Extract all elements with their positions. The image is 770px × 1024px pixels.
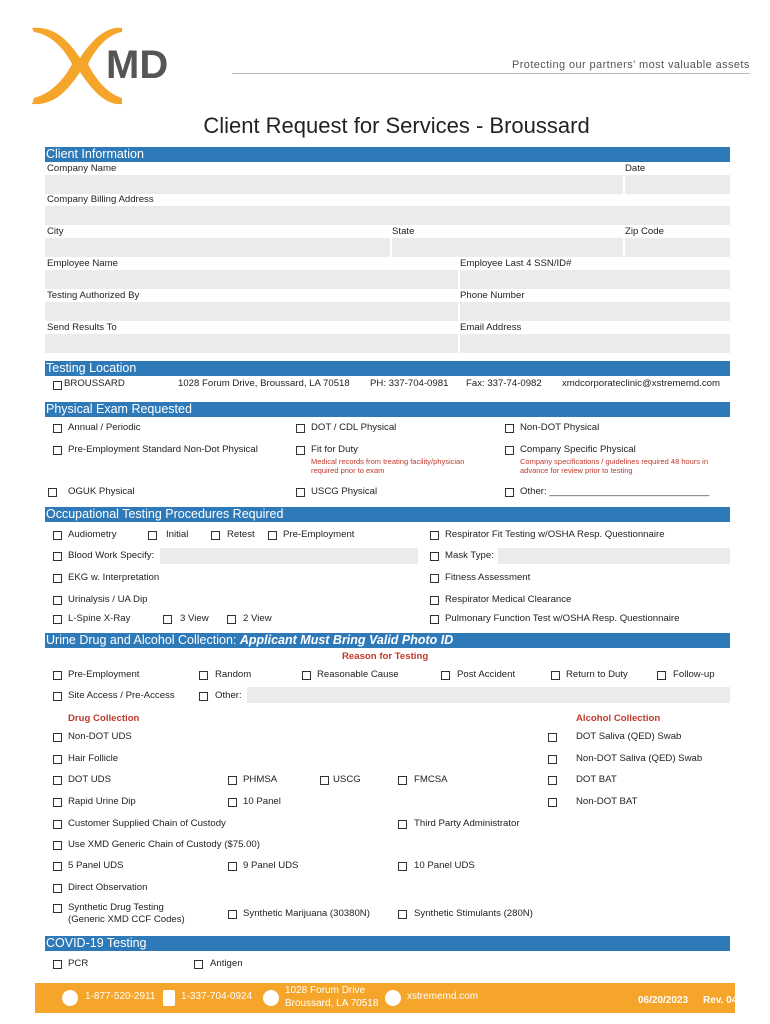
uscg-physical-checkbox[interactable]	[296, 488, 305, 497]
10-panel-label: 10 Panel	[243, 796, 281, 807]
state-field[interactable]	[392, 238, 623, 257]
respirator-clearance-label: Respirator Medical Clearance	[445, 594, 572, 605]
respirator-fit-label: Respirator Fit Testing w/OSHA Resp. Questionnaire	[445, 529, 665, 540]
section-client-information: Client Information	[45, 147, 730, 162]
non-dot-bat-label: Non-DOT BAT	[576, 796, 638, 807]
company-name-label: Company Name	[47, 163, 117, 174]
mask-type-field[interactable]	[498, 548, 730, 564]
blood-work-checkbox[interactable]	[53, 552, 62, 561]
9-panel-uds-label: 9 Panel UDS	[243, 860, 299, 871]
post-accident-checkbox[interactable]	[441, 671, 450, 680]
random-label: Random	[215, 669, 252, 680]
respirator-clearance-checkbox[interactable]	[430, 596, 439, 605]
location-phone: PH: 337-704-0981	[370, 378, 449, 389]
reasonable-cause-checkbox[interactable]	[302, 671, 311, 680]
tpa-label: Third Party Administrator	[414, 818, 520, 829]
state-label: State	[392, 226, 415, 237]
rapid-urine-dip-label: Rapid Urine Dip	[68, 796, 136, 807]
dot-uds-label: DOT UDS	[68, 774, 111, 785]
fitness-assessment-checkbox[interactable]	[430, 574, 439, 583]
audiometry-pre-employment-label: Pre-Employment	[283, 529, 355, 540]
send-results-field[interactable]	[45, 334, 458, 353]
initial-label: Initial	[166, 529, 189, 540]
non-dot-physical-checkbox[interactable]	[505, 424, 514, 433]
3-view-checkbox[interactable]	[163, 615, 172, 624]
location-address: 1028 Forum Drive, Broussard, LA 70518	[178, 378, 350, 389]
mask-type-label: Mask Type:	[445, 550, 494, 561]
lspine-checkbox[interactable]	[53, 615, 62, 624]
reason-for-testing-heading: Reason for Testing	[342, 651, 429, 662]
initial-checkbox[interactable]	[148, 531, 157, 540]
dot-cdl-label: DOT / CDL Physical	[311, 422, 397, 433]
annual-checkbox[interactable]	[53, 424, 62, 433]
footer-fax: 1-337-704-0924	[181, 991, 253, 1002]
10-panel-uds-checkbox[interactable]	[398, 862, 407, 871]
rapid-urine-dip-checkbox[interactable]	[53, 798, 62, 807]
city-field[interactable]	[45, 238, 390, 257]
site-access-label: Site Access / Pre-Access	[68, 690, 175, 701]
uscg-drug-checkbox[interactable]	[320, 776, 329, 785]
footer-address-1: 1028 Forum Drive	[285, 985, 366, 996]
logo-text: MD	[106, 43, 169, 87]
ekg-checkbox[interactable]	[53, 574, 62, 583]
other-physical-checkbox[interactable]	[505, 488, 514, 497]
mask-type-checkbox[interactable]	[430, 552, 439, 561]
section-urine-drug-alcohol	[45, 633, 730, 648]
non-dot-saliva-label: Non-DOT Saliva (QED) Swab	[576, 753, 703, 764]
dot-saliva-label: DOT Saliva (QED) Swab	[576, 731, 682, 742]
synthetic-stimulants-label: Synthetic Stimulants (280N)	[414, 908, 533, 919]
reasonable-cause-label: Reasonable Cause	[317, 669, 399, 680]
billing-address-field[interactable]	[45, 206, 730, 225]
reason-pre-employment-label: Pre-Employment	[68, 669, 140, 680]
footer-date: 06/20/2023	[638, 995, 689, 1006]
phmsa-label: PHMSA	[243, 774, 278, 785]
random-checkbox[interactable]	[199, 671, 208, 680]
audiometry-label: Audiometry	[68, 529, 117, 540]
phone-label: Phone Number	[460, 290, 525, 301]
footer-revision: Rev. 04	[703, 995, 738, 1006]
synthetic-marijuana-checkbox[interactable]	[228, 910, 237, 919]
location-email: xmdcorporateclinic@xstrememd.com	[562, 378, 720, 389]
synthetic-marijuana-label: Synthetic Marijuana (30380N)	[243, 908, 370, 919]
billing-address-label: Company Billing Address	[47, 194, 154, 205]
send-results-label: Send Results To	[47, 322, 117, 333]
antigen-label: Antigen	[210, 958, 243, 969]
fitness-assessment-label: Fitness Assessment	[445, 572, 531, 583]
photo-id-notice: Applicant Must Bring Valid Photo ID	[239, 633, 454, 647]
authorized-by-label: Testing Authorized By	[47, 290, 140, 301]
web-icon	[385, 990, 401, 1006]
footer-bar	[35, 983, 738, 1013]
synthetic-drug-checkbox[interactable]	[53, 904, 62, 913]
dot-bat-checkbox[interactable]	[548, 776, 557, 785]
pcr-label: PCR	[68, 958, 89, 969]
non-dot-saliva-checkbox[interactable]	[548, 755, 557, 764]
date-label: Date	[625, 163, 646, 174]
ssn-label: Employee Last 4 SSN/ID#	[460, 258, 572, 269]
company-specific-note: Company specifications / guidelines required 48 hours in advance for review prior to testing	[520, 457, 709, 475]
blood-work-field[interactable]	[160, 548, 418, 564]
uscg-drug-label: USCG	[333, 774, 361, 785]
broussard-checkbox[interactable]	[53, 381, 62, 390]
reason-other-label: Other:	[215, 690, 242, 701]
antigen-checkbox[interactable]	[194, 960, 203, 969]
follow-up-checkbox[interactable]	[657, 671, 666, 680]
section-covid-testing: COVID-19 Testing	[45, 936, 730, 951]
generic-chain-label: Use XMD Generic Chain of Custody ($75.00)	[68, 839, 260, 850]
dot-uds-checkbox[interactable]	[53, 776, 62, 785]
alcohol-collection-heading: Alcohol Collection	[576, 713, 661, 724]
annual-label: Annual / Periodic	[68, 422, 141, 433]
fmcsa-label: FMCSA	[414, 774, 448, 785]
location-name: BROUSSARD	[64, 378, 125, 389]
10-panel-checkbox[interactable]	[228, 798, 237, 807]
post-accident-label: Post Accident	[457, 669, 516, 680]
fit-for-duty-checkbox[interactable]	[296, 446, 305, 455]
phmsa-checkbox[interactable]	[228, 776, 237, 785]
synthetic-drug-sublabel: (Generic XMD CCF Codes)	[68, 914, 185, 925]
location-fax: Fax: 337-74-0982	[466, 378, 542, 389]
section-testing-location: Testing Location	[45, 361, 730, 376]
blood-work-label: Blood Work Specify:	[68, 550, 155, 561]
oguk-label: OGUK Physical	[68, 486, 135, 497]
non-dot-uds-checkbox[interactable]	[53, 733, 62, 742]
direct-observation-checkbox[interactable]	[53, 884, 62, 893]
urinalysis-checkbox[interactable]	[53, 596, 62, 605]
other-physical-label: Other: ______________________________	[520, 486, 710, 497]
fit-for-duty-label: Fit for Duty	[311, 444, 358, 455]
reason-other-checkbox[interactable]	[199, 692, 208, 701]
generic-chain-checkbox[interactable]	[53, 841, 62, 850]
fax-icon	[163, 990, 175, 1006]
5-panel-uds-checkbox[interactable]	[53, 862, 62, 871]
phone-field[interactable]	[460, 302, 730, 321]
drug-collection-heading: Drug Collection	[68, 713, 140, 724]
non-dot-uds-label: Non-DOT UDS	[68, 731, 132, 742]
email-field[interactable]	[460, 334, 730, 353]
hair-follicle-checkbox[interactable]	[53, 755, 62, 764]
audiometry-checkbox[interactable]	[53, 531, 62, 540]
company-specific-checkbox[interactable]	[505, 446, 514, 455]
company-name-field[interactable]	[45, 175, 623, 194]
header-divider	[232, 73, 750, 74]
9-panel-uds-checkbox[interactable]	[228, 862, 237, 871]
reason-other-field[interactable]	[247, 687, 730, 703]
follow-up-label: Follow-up	[673, 669, 715, 680]
site-access-checkbox[interactable]	[53, 692, 62, 701]
ssn-field[interactable]	[460, 270, 730, 289]
direct-observation-label: Direct Observation	[68, 882, 148, 893]
company-specific-label: Company Specific Physical	[520, 444, 636, 455]
section-physical-exam: Physical Exam Requested	[45, 402, 730, 417]
return-to-duty-checkbox[interactable]	[551, 671, 560, 680]
audiometry-pre-employment-checkbox[interactable]	[268, 531, 277, 540]
email-label: Email Address	[460, 322, 522, 333]
lspine-label: L-Spine X-Ray	[68, 613, 131, 624]
5-panel-uds-label: 5 Panel UDS	[68, 860, 124, 871]
non-dot-bat-checkbox[interactable]	[548, 798, 557, 807]
pre-employment-physical-label: Pre-Employment Standard Non-Dot Physical	[68, 444, 258, 455]
section-occupational-testing: Occupational Testing Procedures Required	[45, 507, 730, 522]
footer-website: xstrememd.com	[407, 991, 479, 1002]
retest-checkbox[interactable]	[211, 531, 220, 540]
dot-bat-label: DOT BAT	[576, 774, 617, 785]
dot-saliva-checkbox[interactable]	[548, 733, 557, 742]
zip-label: Zip Code	[625, 226, 664, 237]
fmcsa-checkbox[interactable]	[398, 776, 407, 785]
reason-pre-employment-checkbox[interactable]	[53, 671, 62, 680]
oguk-checkbox[interactable]	[48, 488, 57, 497]
employee-name-field[interactable]	[45, 270, 458, 289]
phone-icon	[62, 990, 78, 1006]
uscg-physical-label: USCG Physical	[311, 486, 378, 497]
page-title: Client Request for Services - Broussard	[203, 113, 590, 138]
retest-label: Retest	[227, 529, 255, 540]
employee-name-label: Employee Name	[47, 258, 118, 269]
footer-phone: 1-877-520-2911	[85, 991, 156, 1002]
3-view-label: 3 View	[180, 613, 209, 624]
2-view-checkbox[interactable]	[227, 615, 236, 624]
synthetic-drug-label: Synthetic Drug Testing	[68, 902, 164, 913]
pft-checkbox[interactable]	[430, 615, 439, 624]
tagline: Protecting our partners' most valuable assets	[512, 59, 750, 71]
pcr-checkbox[interactable]	[53, 960, 62, 969]
date-field[interactable]	[625, 175, 730, 194]
ekg-label: EKG w. Interpretation	[68, 572, 160, 583]
zip-field[interactable]	[625, 238, 730, 257]
footer-address-2: Broussard, LA 70518	[285, 998, 379, 1009]
dot-cdl-checkbox[interactable]	[296, 424, 305, 433]
respirator-fit-checkbox[interactable]	[430, 531, 439, 540]
fit-for-duty-note: Medical records from treating facility/physician required prior to exam	[311, 457, 465, 475]
customer-chain-label: Customer Supplied Chain of Custody	[68, 818, 226, 829]
return-to-duty-label: Return to Duty	[566, 669, 628, 680]
urine-header: Urine Drug and Alcohol Collection:	[46, 633, 240, 647]
10-panel-uds-label: 10 Panel UDS	[414, 860, 475, 871]
location-pin-icon	[263, 990, 279, 1006]
non-dot-physical-label: Non-DOT Physical	[520, 422, 600, 433]
2-view-label: 2 View	[243, 613, 272, 624]
pre-employment-physical-checkbox[interactable]	[53, 446, 62, 455]
synthetic-stimulants-checkbox[interactable]	[398, 910, 407, 919]
tpa-checkbox[interactable]	[398, 820, 407, 829]
urinalysis-label: Urinalysis / UA Dip	[68, 594, 148, 605]
pft-label: Pulmonary Function Test w/OSHA Resp. Questionnaire	[445, 613, 680, 624]
customer-chain-checkbox[interactable]	[53, 820, 62, 829]
xmd-logo	[24, 22, 184, 108]
city-label: City	[47, 226, 64, 237]
authorized-by-field[interactable]	[45, 302, 458, 321]
hair-follicle-label: Hair Follicle	[68, 753, 119, 764]
